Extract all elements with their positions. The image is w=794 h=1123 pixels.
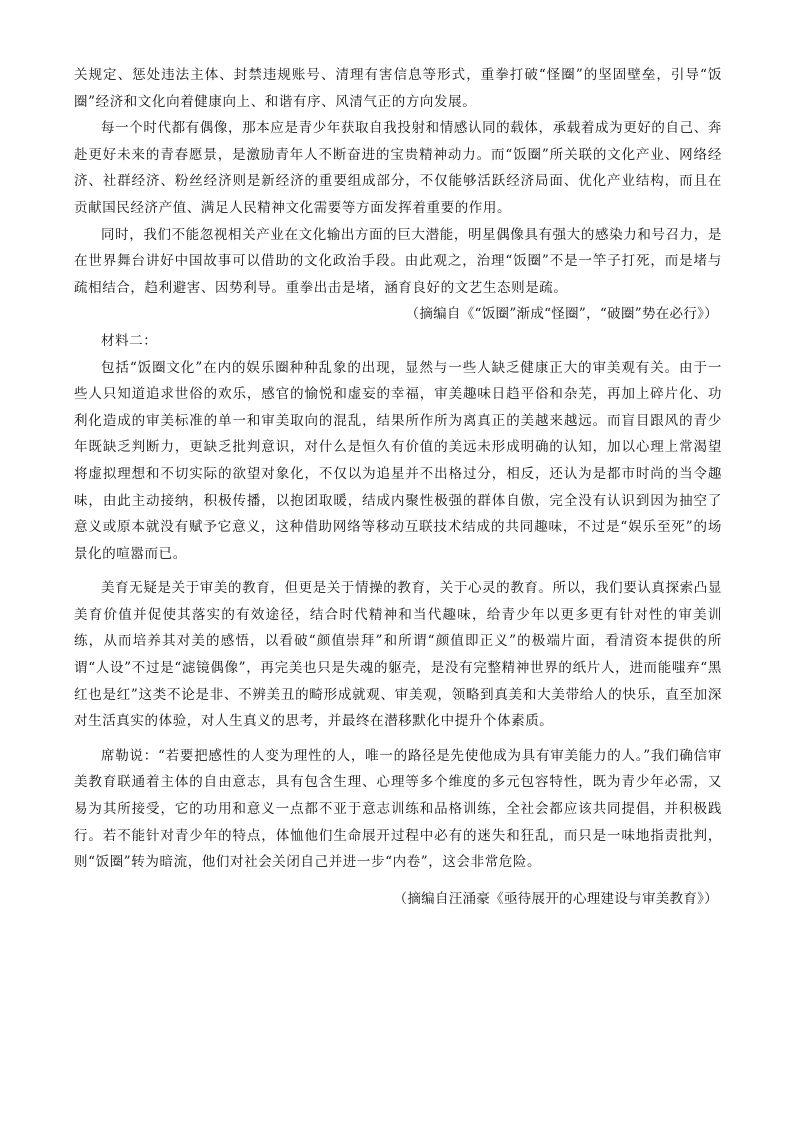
spacer bbox=[74, 567, 722, 575]
paragraph-schiller: 席勒说：“若要把感性的人变为理性的人，唯一的路径是先使他成为具有审美能力的人。”我们确信审美教育联通着主体的自由意志，具有包含生理、心理等多个维度的多元包容特性，既为青少年必需，又易为其所接受，它的功用和意义一点都不亚于意志训练和品格训练，全社会都应该共同提倡，并积极践行。若不能针对青少年的特点，体恤他们生命展开过程中必有的迷失和狂乱，而只是一味地指责批判，则“饭圈”转为暗流，他们对社会关闭自己并进一步“内卷”，这会非常危险。 bbox=[74, 747, 722, 871]
spacer bbox=[74, 735, 722, 743]
paragraph-aesthetics: 包括“饭圈文化”在内的娱乐圈种种乱象的出现，显然与一些人缺乏健康正大的审美观有关。由于一些人只知道追求世俗的欢乐，感官的愉悦和虚妄的幸福，审美趣味日趋平俗和杂芜，再加上碎片化、功利化造成的审美标准的单一和审美取向的混乱，结果所作所为离真正的美越来越远。而盲目跟风的青少年既缺乏判断力，更缺乏批判意识，对什么是恒久有价值的美远未形成明确的认知，加以心理上常渴望将虚拟理想和不切实际的欲望对象化，不仅以为追星并不出格过分，相反，还认为是都市时尚的当令趣味，由此主动接纳，积极传播，以抱团取暖，结成内聚性极强的群体自傲，完全没有认识到因为抽空了意义或原本就没有赋予它意义，这种借助网络等移动互联技术结成的共同趣味，不过是“娱乐至死”的场景化的喧嚣而已。 bbox=[74, 359, 722, 562]
paragraph-cultural-output: 同时，我们不能忽视相关产业在文化输出方面的巨大潜能，明星偶像具有强大的感染力和号召力，是在世界舞台讲好中国故事可以借助的文化政治手段。由此观之，治理“饭圈”不是一竿子打死，而是堵与疏相结合，趋利避害、因势利导。重拳出击是堵，涵育良好的文艺生态则是疏。 bbox=[74, 226, 722, 296]
paragraph-continued: 关规定、惩处违法主体、封禁违规账号、清理有害信息等形式，重拳打破“怪圈”的坚固壁垒，引导“饭圈”经济和文化向着健康向上、和谐有序、风清气正的方向发展。 bbox=[74, 67, 722, 110]
source-citation-2: （摘编自汪涌豪《亟待展开的心理建设与审美教育》） bbox=[393, 890, 718, 907]
paragraph-idols: 每一个时代都有偶像，那本应是青少年获取自我投射和情感认同的载体，承载着成为更好的自己、奔赴更好未来的青春愿景，是激励青年人不断奋进的宝贵精神动力。而“饭圈”所关联的文化产业、网络经济、社群经济、粉丝经济则是新经济的重要组成部分，不仅能够活跃经济局面、优化产业结构，而且在贡献国民经济产值、满足人民精神文化需要等方面发挥着重要的作用。 bbox=[74, 120, 722, 216]
document-page bbox=[74, 62, 722, 1062]
source-citation-1: （摘编自《“饭圈”渐成“怪圈”，“破圈”势在必行》） bbox=[405, 306, 718, 323]
paragraph-aesthetic-education: 美育无疑是关于审美的教育，但更是关于情操的教育，关于心灵的教育。所以，我们要认真探索凸显美育价值并促使其落实的有效途径，结合时代精神和当代趣味，给青少年以更多更有针对性的审美训练，从而培养其对美的感悟，以看破“颜值崇拜”和所谓“颜值即正义”的极端片面，看清资本提供的所谓“人设”不过是“滤镜偶像”，再完美也只是失魂的躯壳，是没有完整精神世界的纸片人，进而能嗤弃“黑红也是红”这类不论是非、不辨美丑的畸形成就观、审美观，领略到真美和大美带给人的快乐，直至加深对生活真实的体验，对人生真义的思考，并最终在潜移默化中提升个体素质。 bbox=[74, 580, 722, 730]
spacer bbox=[74, 876, 722, 886]
material-2-label: 材料二： bbox=[101, 332, 158, 349]
